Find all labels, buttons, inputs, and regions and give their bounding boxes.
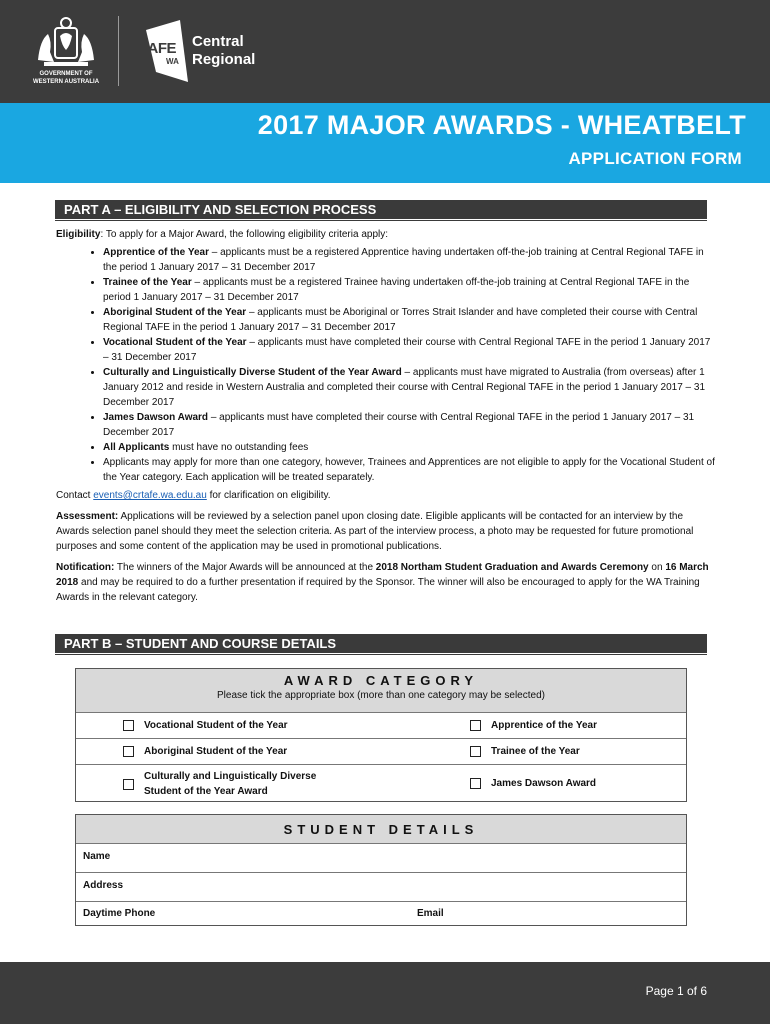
checkbox-trainee[interactable] [470,746,481,757]
part-b-heading: PART B – STUDENT AND COURSE DETAILS [55,634,707,653]
option-vocational[interactable]: Vocational Student of the Year [123,718,288,733]
table-row[interactable] [76,902,686,928]
option-james-dawson[interactable]: James Dawson Award [470,776,596,791]
document-subtitle: APPLICATION FORM [568,149,742,168]
assessment-paragraph: Assessment: Applications will be reviewed by a selection panel upon closing date. Eligible applicants will be contacted for an interview by the Awards selection panel should they meet the selection criteria. As part of the interview process, a photo may be requested for future promotional purposes and some content of the application may be used in promotional publications. [56,511,694,552]
list-item: • Vocational Student of the Year – applicants must have completed their course with Central Regional TAFE in the period 1 January 2017 – 31 December 2017 [103,335,716,365]
daytime-phone-label: Daytime Phone [83,908,156,919]
student-details-title: STUDENT DETAILS [283,822,479,837]
award-category-table [75,668,687,802]
email-label: Email [417,908,444,919]
list-item: • All Applicants must have no outstanding fees [103,440,716,455]
document-title: 2017 MAJOR AWARDS - WHEATBELT [257,110,746,140]
header-divider [118,16,119,86]
checkbox-vocational[interactable] [123,720,134,731]
part-a-heading: PART A – ELIGIBILITY AND SELECTION PROCESS [55,200,707,219]
option-aboriginal[interactable]: Aboriginal Student of the Year [123,744,287,759]
brand-central: Central [192,33,244,50]
list-item: • Culturally and Linguistically Diverse Student of the Year Award – applicants must have migrated to Australia (from overseas) after 1 January 2012 and reside in Western Australia and completed their course with Central Regional TAFE in the period 1 January 2017 – 31 December 2017 [103,365,716,410]
list-item: • Applicants may apply for more than one category, however, Trainees and Apprentices are not eligible to apply for the Vocational Student of the Year category. Each application will be treated separately. [103,455,716,485]
award-category-instruction: Please tick the appropriate box (more than one category may be selected) [217,690,545,701]
eligibility-section [56,227,716,605]
government-label: GOVERNMENT OF WESTERN AUSTRALIA [32,71,100,85]
award-category-header [76,669,686,713]
table-row [76,739,686,765]
option-cald[interactable]: Culturally and Linguistically Diverse Student of the Year Award [123,769,316,799]
address-label: Address [83,880,124,891]
contact-line: Contact events@crtafe.wa.edu.au for clarification on eligibility. [56,490,331,501]
notification-paragraph: Notification: The winners of the Major Awards will be announced at the 2018 Northam Student Graduation and Awards Ceremony on 16 March 2018 and may be required to do a further presentation if required by the Sponsor. The winner will also be encouraged to apply for the WA Training Awards in the relevant category. [56,562,709,603]
checkbox-james-dawson[interactable] [470,778,481,789]
page-number: Page 1 of 6 [645,984,707,998]
option-trainee[interactable]: Trainee of the Year [470,744,580,759]
tafe-logo-text: TAFE [140,40,177,57]
eligibility-intro: Eligibility: To apply for a Major Award, the following eligibility criteria apply: [56,229,389,240]
contact-email-link[interactable]: events@crtafe.wa.edu.au [93,490,207,501]
table-row[interactable] [76,844,686,873]
checkbox-cald[interactable] [123,779,134,790]
name-label: Name [83,851,111,862]
list-item: • Trainee of the Year – applicants must be a registered Trainee having undertaken off-the-job training at Central Regional TAFE in the period 1 January 2017 – 31 December 2017 [103,275,716,305]
checkbox-apprentice[interactable] [470,720,481,731]
table-row [76,713,686,739]
header-band [0,0,770,103]
award-category-title: AWARD CATEGORY [283,673,479,688]
student-details-header [76,815,686,844]
student-details-table [75,814,687,926]
table-row[interactable] [76,873,686,902]
table-row [76,765,686,803]
checkbox-aboriginal[interactable] [123,746,134,757]
tafe-wa-text: WA [166,57,179,66]
criteria-list [56,245,716,485]
brand-regional: Regional [192,51,256,68]
list-item: • Apprentice of the Year – applicants must be a registered Apprentice having undertaken off-the-job training at Central Regional TAFE in the period 1 January 2017 – 31 December 2017 [103,245,716,275]
option-apprentice[interactable]: Apprentice of the Year [470,718,597,733]
list-item: • Aboriginal Student of the Year – applicants must be Aboriginal or Torres Strait Islander and have completed their course with Central Regional TAFE in the period 1 January 2017 – 31 December 2017 [103,305,716,335]
list-item: • James Dawson Award – applicants must have completed their course with Central Regional TAFE in the period 1 January 2017 – 31 December 2017 [103,410,716,440]
